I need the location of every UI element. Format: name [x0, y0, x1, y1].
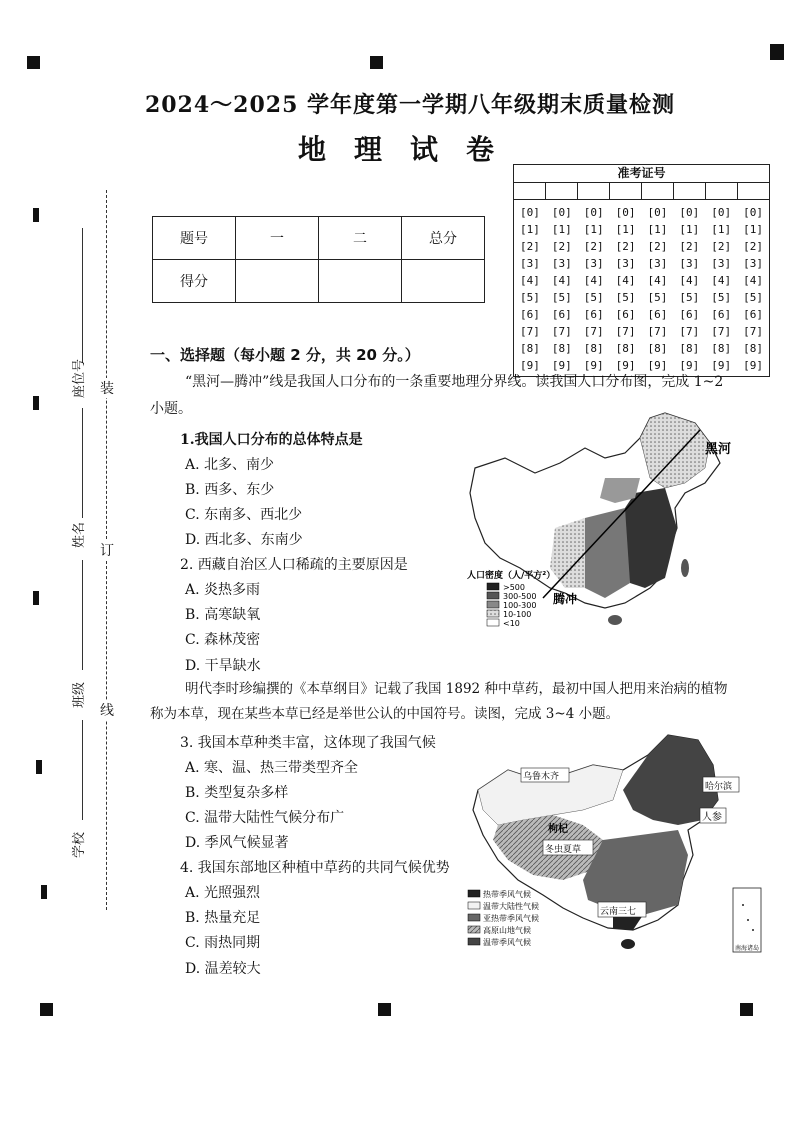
question-1: 1.我国人口分布的总体特点是: [180, 432, 363, 448]
urumqi-label: 乌鲁木齐: [523, 772, 560, 782]
exam-id-bubble[interactable]: [1]: [520, 223, 540, 236]
exam-id-bubble[interactable]: [3]: [583, 257, 604, 270]
exam-id-bubble[interactable]: [4]: [679, 274, 700, 287]
exam-id-bubble[interactable]: [4]: [583, 274, 604, 287]
table-cell: 二: [319, 217, 402, 260]
gouqi-label: 枸杞: [548, 824, 568, 835]
option-2c[interactable]: C. 森林茂密: [185, 632, 261, 648]
exam-id-bubble[interactable]: [4]: [551, 274, 572, 287]
exam-id-bubble[interactable]: [8]: [615, 342, 636, 355]
climate-herb-map: [463, 730, 763, 960]
exam-id-bubble[interactable]: [2]: [583, 240, 604, 253]
exam-id-column: [514, 204, 546, 374]
sanqi-label: 云南三七: [600, 907, 637, 917]
exam-id-bubble[interactable]: [7]: [743, 325, 763, 338]
exam-id-bubble[interactable]: [5]: [551, 291, 572, 304]
class-label: 班级: [72, 681, 87, 708]
legend-item: 温带大陆性气候: [483, 902, 539, 911]
option-1c[interactable]: C. 东南多、西北少: [185, 507, 303, 523]
side-tick: [33, 396, 39, 410]
exam-id-bubble[interactable]: [1]: [551, 223, 572, 236]
harbin-label: 哈尔滨: [705, 782, 733, 792]
exam-id-bubble[interactable]: [0]: [743, 206, 763, 219]
exam-id-bubble[interactable]: [8]: [743, 342, 763, 355]
exam-id-column: [705, 204, 737, 374]
legend-title: 人口密度（人/平方²）: [467, 571, 556, 581]
exam-id-bubble[interactable]: [0]: [615, 206, 636, 219]
exam-id-bubble[interactable]: [5]: [711, 291, 732, 304]
exam-id-bubble[interactable]: [6]: [647, 308, 668, 321]
exam-id-bubble[interactable]: [8]: [679, 342, 700, 355]
option-3a[interactable]: A. 寒、温、热三带类型齐全: [185, 760, 359, 776]
side-tick: [41, 885, 47, 899]
exam-id-bubble[interactable]: [3]: [520, 257, 540, 270]
binding-xian: 线: [100, 700, 114, 720]
exam-id-bubble[interactable]: [2]: [711, 240, 732, 253]
option-3b[interactable]: B. 类型复杂多样: [185, 785, 289, 801]
exam-id-column: [673, 204, 705, 374]
score-field[interactable]: [319, 260, 402, 303]
legend-item: 100-300: [503, 601, 537, 610]
registration-mark: [40, 1003, 53, 1016]
legend-item: 300-500: [503, 592, 537, 601]
exam-id-box: [513, 164, 770, 377]
question-2: 2. 西藏自治区人口稀疏的主要原因是: [180, 557, 408, 573]
legend-item: 10-100: [503, 610, 532, 619]
exam-id-bubble[interactable]: [4]: [615, 274, 636, 287]
exam-id-bubble[interactable]: [8]: [551, 342, 572, 355]
school-underline[interactable]: [82, 720, 83, 820]
dongchong-label: 冬虫夏草: [545, 845, 582, 855]
exam-id-bubble[interactable]: [9]: [583, 359, 604, 372]
table-cell: 得分: [153, 260, 236, 303]
option-4b[interactable]: B. 热量充足: [185, 910, 261, 926]
exam-id-bubble[interactable]: [8]: [520, 342, 540, 355]
exam-id-bubble[interactable]: [8]: [711, 342, 732, 355]
name-underline[interactable]: [82, 408, 83, 518]
question-4: 4. 我国东部地区种植中草药的共同气候优势: [180, 860, 450, 876]
exam-id-bubble[interactable]: [3]: [615, 257, 636, 270]
exam-id-bubble[interactable]: [2]: [647, 240, 668, 253]
registration-mark: [740, 1003, 753, 1016]
renshen-label: 人参: [702, 812, 722, 823]
option-1b[interactable]: B. 西多、东少: [185, 482, 275, 498]
intro-text: 称为本草，现在某些本草已经是举世公认的中国符号。读图，完成 3~4 小题。: [150, 706, 620, 722]
exam-id-bubble[interactable]: [9]: [615, 359, 636, 372]
option-4d[interactable]: D. 温差较大: [185, 961, 261, 977]
exam-id-bubble[interactable]: [6]: [615, 308, 636, 321]
name-label: 姓名: [72, 521, 87, 548]
exam-id-bubble[interactable]: [5]: [583, 291, 604, 304]
question-3: 3. 我国本草种类丰富，这体现了我国气候: [180, 735, 436, 751]
exam-subtitle: 地理试卷: [297, 133, 522, 166]
option-3c[interactable]: C. 温带大陆性气候分布广: [185, 810, 345, 826]
legend-item: 高原山地气候: [483, 926, 531, 935]
exam-id-bubble[interactable]: [1]: [711, 223, 732, 236]
option-4c[interactable]: C. 雨热同期: [185, 935, 261, 951]
legend-item: 温带季风气候: [483, 938, 531, 947]
exam-id-bubble[interactable]: [1]: [615, 223, 636, 236]
option-3d[interactable]: D. 季风气候显著: [185, 835, 289, 851]
option-2a[interactable]: A. 炎热多雨: [185, 582, 261, 598]
exam-id-bubble[interactable]: [5]: [743, 291, 763, 304]
exam-id-bubble[interactable]: [7]: [615, 325, 636, 338]
school-label: 学校: [72, 831, 87, 858]
exam-id-bubble[interactable]: [9]: [647, 359, 668, 372]
exam-id-bubble[interactable]: [2]: [743, 240, 763, 253]
exam-id-bubble[interactable]: [2]: [679, 240, 700, 253]
exam-id-bubble[interactable]: [6]: [520, 308, 540, 321]
registration-mark: [378, 1003, 391, 1016]
class-underline[interactable]: [82, 560, 83, 670]
exam-id-write-row[interactable]: [514, 183, 769, 200]
exam-title: 2024～2025 学年度第一学期八年级期末质量检测: [144, 92, 676, 118]
exam-id-bubble[interactable]: [9]: [711, 359, 732, 372]
exam-id-bubble[interactable]: [5]: [615, 291, 636, 304]
exam-id-bubbles: [514, 200, 769, 376]
side-tick: [33, 591, 39, 605]
exam-id-bubble[interactable]: [8]: [583, 342, 604, 355]
exam-id-column: [642, 204, 674, 374]
option-2b[interactable]: B. 高寒缺氧: [185, 607, 261, 623]
exam-id-bubble[interactable]: [4]: [743, 274, 763, 287]
exam-id-bubble[interactable]: [5]: [679, 291, 700, 304]
exam-id-bubble[interactable]: [3]: [679, 257, 700, 270]
exam-id-bubble[interactable]: [6]: [743, 308, 763, 321]
exam-id-bubble[interactable]: [7]: [520, 325, 540, 338]
table-row: [153, 260, 485, 303]
exam-id-bubble[interactable]: [1]: [679, 223, 700, 236]
binding-ding: 订: [100, 540, 114, 560]
legend-item: >500: [503, 583, 525, 592]
exam-id-bubble[interactable]: [0]: [520, 206, 540, 219]
exam-id-bubble[interactable]: [6]: [551, 308, 572, 321]
exam-id-bubble[interactable]: [3]: [711, 257, 732, 270]
seat-underline[interactable]: [82, 228, 83, 363]
option-4a[interactable]: A. 光照强烈: [185, 885, 261, 901]
table-cell: 总分: [402, 217, 485, 260]
exam-id-bubble[interactable]: [8]: [647, 342, 668, 355]
exam-id-bubble[interactable]: [9]: [743, 359, 763, 372]
registration-mark: [770, 44, 784, 60]
legend-item: <10: [503, 619, 520, 628]
option-1a[interactable]: A. 北多、南少: [185, 457, 275, 473]
exam-id-bubble[interactable]: [3]: [551, 257, 572, 270]
exam-id-bubble[interactable]: [2]: [520, 240, 540, 253]
section-heading: 一、选择题（每小题 2 分，共 20 分。）: [150, 346, 420, 364]
side-tick: [33, 208, 39, 222]
exam-id-bubble[interactable]: [1]: [743, 223, 763, 236]
exam-id-bubble[interactable]: [3]: [647, 257, 668, 270]
exam-id-bubble[interactable]: [5]: [647, 291, 668, 304]
exam-id-bubble[interactable]: [6]: [583, 308, 604, 321]
exam-id-bubble[interactable]: [0]: [551, 206, 572, 219]
exam-id-bubble[interactable]: [9]: [520, 359, 540, 372]
heihe-label: 黑河: [705, 442, 732, 457]
exam-id-bubble[interactable]: [5]: [520, 291, 540, 304]
exam-id-bubble[interactable]: [7]: [711, 325, 732, 338]
registration-mark: [370, 56, 383, 69]
exam-id-bubble[interactable]: [6]: [711, 308, 732, 321]
seat-label: 座位号: [72, 358, 87, 398]
exam-id-bubble[interactable]: [1]: [647, 223, 668, 236]
intro-text: “黑河—腾冲”线是我国人口分布的一条重要地理分界线。读我国人口分布图，完成 1~2: [185, 374, 724, 390]
option-1d[interactable]: D. 西北多、东南少: [185, 532, 303, 548]
exam-id-title: 准考证号: [514, 165, 769, 183]
table-row: [153, 217, 485, 260]
exam-id-bubble[interactable]: [7]: [647, 325, 668, 338]
exam-id-bubble[interactable]: [4]: [711, 274, 732, 287]
exam-id-bubble[interactable]: [0]: [711, 206, 732, 219]
exam-id-bubble[interactable]: [7]: [679, 325, 700, 338]
exam-id-column: [546, 204, 578, 374]
population-density-map: [465, 408, 740, 638]
exam-id-bubble[interactable]: [9]: [551, 359, 572, 372]
score-field[interactable]: [236, 260, 319, 303]
exam-id-bubble[interactable]: [0]: [583, 206, 604, 219]
exam-id-bubble[interactable]: [4]: [520, 274, 540, 287]
intro-text: 明代李时珍编撰的《本草纲目》记载了我国 1892 种中草药，最初中国人把用来治病的植物: [185, 681, 728, 697]
inset-label: 南海诸岛: [735, 945, 760, 952]
score-field[interactable]: [402, 260, 485, 303]
exam-id-bubble[interactable]: [2]: [551, 240, 572, 253]
side-tick: [36, 760, 42, 774]
tengchong-label: 腾冲: [553, 592, 578, 606]
legend-item: 热带季风气候: [483, 890, 531, 899]
binding-zhuang: 装: [100, 378, 114, 398]
exam-id-column: [610, 204, 642, 374]
exam-id-bubble[interactable]: [7]: [551, 325, 572, 338]
table-cell: 题号: [153, 217, 236, 260]
exam-id-column: [578, 204, 610, 374]
exam-id-bubble[interactable]: [3]: [743, 257, 763, 270]
intro-text: 小题。: [150, 401, 192, 417]
registration-mark: [27, 56, 40, 69]
exam-id-bubble[interactable]: [2]: [615, 240, 636, 253]
exam-id-bubble[interactable]: [7]: [583, 325, 604, 338]
exam-id-bubble[interactable]: [4]: [647, 274, 668, 287]
exam-id-bubble[interactable]: [0]: [647, 206, 668, 219]
legend-item: 亚热带季风气候: [483, 914, 539, 923]
exam-id-column: [737, 204, 769, 374]
option-2d[interactable]: D. 干旱缺水: [185, 658, 261, 674]
exam-id-bubble[interactable]: [1]: [583, 223, 604, 236]
exam-id-bubble[interactable]: [0]: [679, 206, 700, 219]
score-table: [152, 216, 485, 303]
exam-id-bubble[interactable]: [9]: [679, 359, 700, 372]
exam-id-bubble[interactable]: [6]: [679, 308, 700, 321]
table-cell: 一: [236, 217, 319, 260]
